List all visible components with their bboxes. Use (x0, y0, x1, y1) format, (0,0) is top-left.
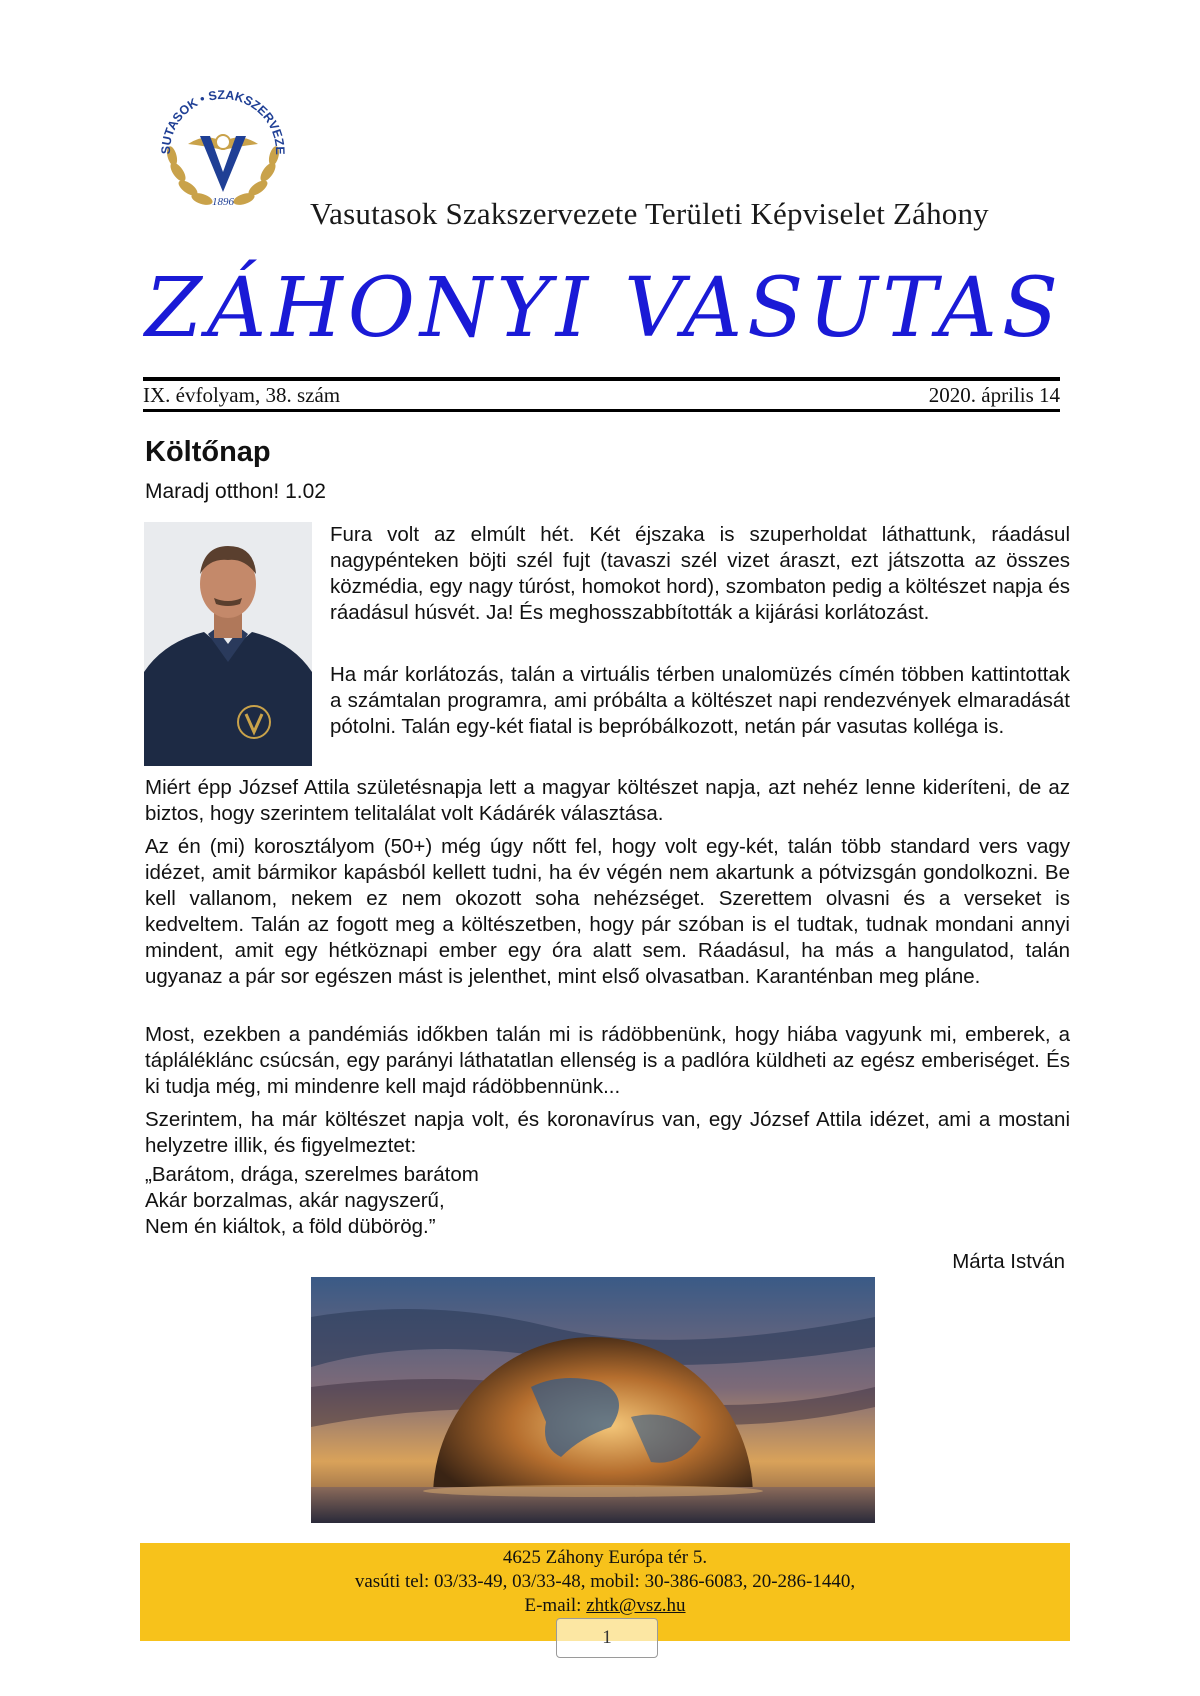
article-paragraph: Az én (mi) korosztályom (50+) még úgy nőtt fel, hogy volt egy-két, talán több standard vers vagy idézet, amit bármikor kapásból kellett tudni, ha év végén nem akartunk a pótvizsgán gondolkozni. Be kell vallanom, nekem ez nem okozott soha nehézséget. Szerettem olvasni és a verseket is kedveltem. Talán az fogott meg a költészetben, hogy pár szóban is el tudtak, tudnak mondani annyi mindent, amit egy hétköznapi ember egy óra alatt sem. Ráadásul, ha más a hangulatod, talán ugyanaz a pár sor egészen mást is jelenthet, mint első olvasatban. Karanténban meg pláne. (145, 835, 1070, 988)
footer-email-link[interactable]: zhtk@vsz.hu (586, 1595, 686, 1616)
footer-email-label: E-mail: (524, 1595, 587, 1616)
article-author: Márta István (952, 1250, 1065, 1273)
footer-address: 4625 Záhony Európa tér 5. (502, 1547, 708, 1568)
author-portrait (144, 522, 312, 766)
article-subtitle: Maradj otthon! 1.02 (145, 480, 326, 503)
poem-quote (145, 1162, 479, 1240)
quote-line: Nem én kiáltok, a föld dübörög.” (145, 1215, 436, 1238)
union-logo (148, 72, 298, 222)
article-paragraph: Ha már korlátozás, talán a virtuális térben unalomüzés címén többen kattintottak a számtalan programra, ami próbálta a költészet napi rendezvények elmaradását pótolni. Talán egy-két fiatal is bepróbálkozott, netán pár vasutas kolléga is. (330, 663, 1070, 738)
earth-image (311, 1277, 875, 1523)
footer-phones: vasúti tel: 03/33-49, 03/33-48, mobil: 30-386-6083, 20-286-1440, (354, 1571, 856, 1592)
article-paragraph: Szerintem, ha már költészet napja volt, és koronavírus van, egy József Attila idézet, ami a mostani helyzetre illik, és figyelmeztet: (145, 1108, 1070, 1157)
logo-year: 1896 (212, 196, 234, 208)
logo-arc-text: SUTASOK • SZAKSZERVEZE (158, 87, 288, 155)
article-title: Költőnap (145, 436, 271, 468)
footer-email-line (140, 1594, 1070, 1618)
issue-bar (143, 377, 1060, 412)
article-paragraph: Miért épp József Attila születésnapja lett a magyar költészet napja, azt nehéz lenne kideríteni, de az biztos, hogy szerintem telitalálat volt Kádárék választása. (145, 776, 1070, 825)
article-paragraph: Fura volt az elmúlt hét. Két éjszaka is szuperholdat láthattunk, ráadásul nagypénteken böjti szél fujt (tavaszi szél vizet áraszt, ezt játszotta az összes közmédia, egy nagy túróst, homokot hord), szombaton pedig a költészet napja és ráadásul húsvét. Ja! És meghosszabbították a kijárási korlátozást. (330, 523, 1070, 624)
article-paragraph: Most, ezekben a pandémiás időkben talán mi is rádöbbenünk, hogy hiába vagyunk mi, emberek, a tápláléklánc csúcsán, egy parányi láthatatlan ellenség is a padlóra küldheti az egész emberiséget. És ki tudja még, mi mindenre kell majd rádöbbennünk... (145, 1023, 1070, 1098)
page-number: 1 (556, 1618, 658, 1658)
newspaper-masthead: ZÁHONYI VASUTAS (145, 261, 1064, 356)
issue-volume: IX. évfolyam, 38. szám (143, 383, 341, 407)
quote-line: „Barátom, drága, szerelmes barátom (145, 1163, 479, 1186)
issue-date: 2020. április 14 (928, 383, 1060, 407)
organization-name: Vasutasok Szakszervezete Területi Képviselet Záhony (310, 196, 989, 231)
quote-line: Akár borzalmas, akár nagyszerű, (145, 1189, 445, 1212)
